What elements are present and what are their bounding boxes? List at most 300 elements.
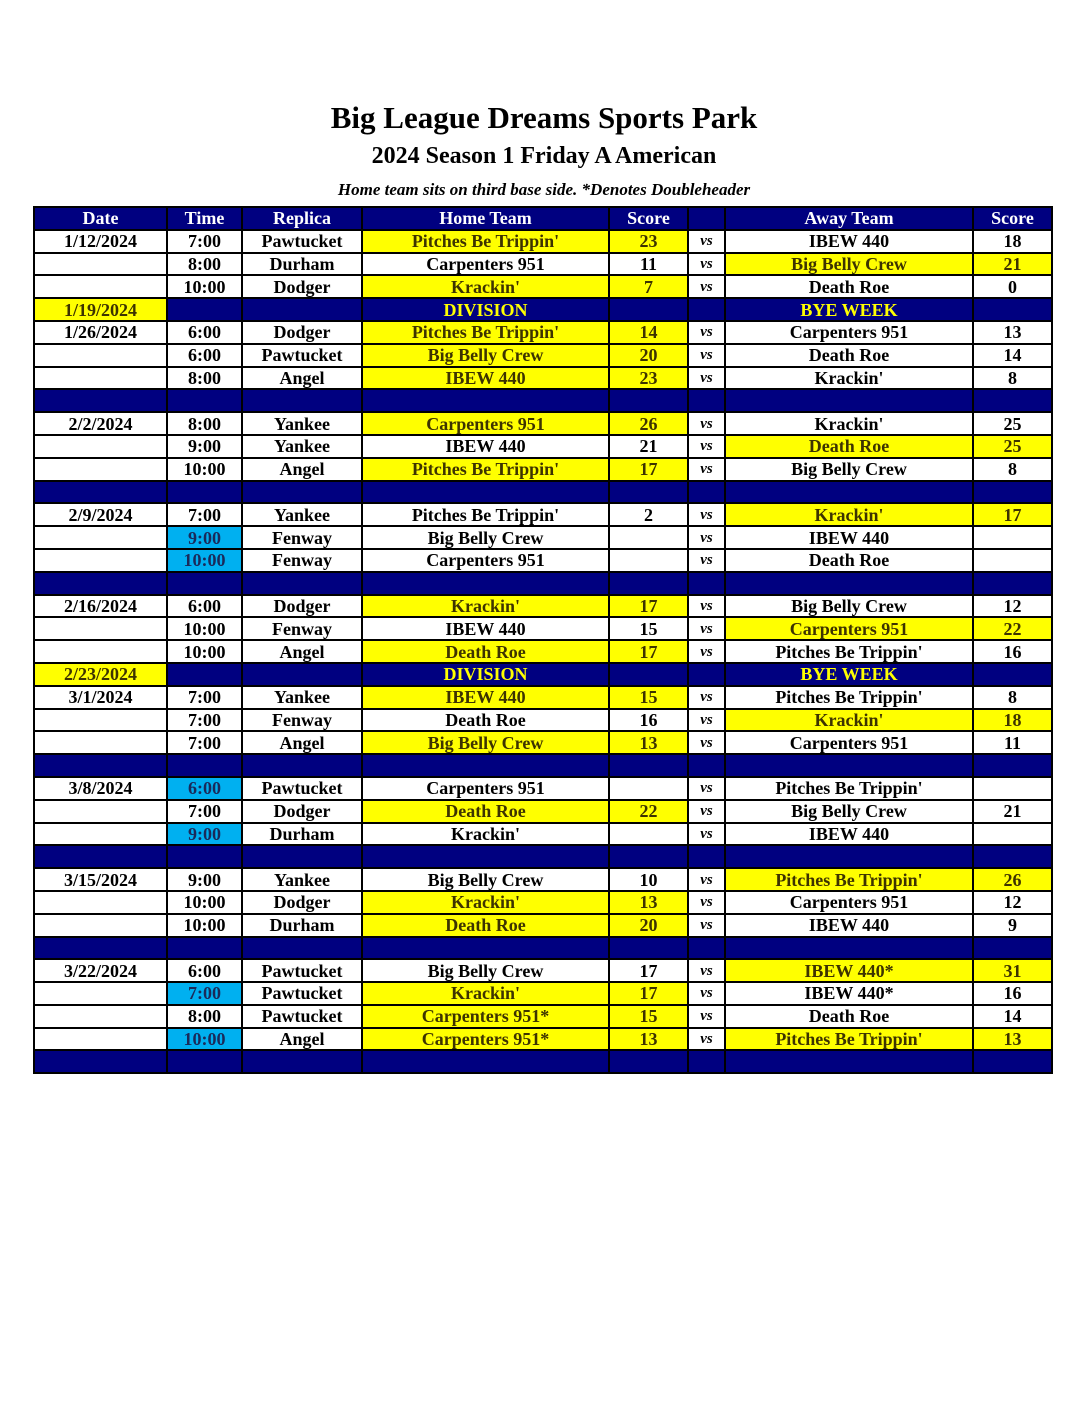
time-cell: 7:00 [167, 230, 242, 253]
empty-cell [688, 845, 725, 868]
time-cell: 8:00 [167, 367, 242, 390]
replica-field-cell: Yankee [242, 503, 362, 526]
away-score-cell: 8 [973, 686, 1052, 709]
empty-cell [167, 937, 242, 960]
home-score-cell: 23 [609, 367, 688, 390]
game-row [34, 549, 1052, 572]
header-vs [688, 207, 725, 230]
game-row [34, 982, 1052, 1005]
vs-label: vs [688, 1028, 725, 1051]
empty-cell [725, 937, 973, 960]
vs-label: vs [688, 367, 725, 390]
replica-field-cell: Pawtucket [242, 777, 362, 800]
header-row [34, 207, 1052, 230]
replica-field-cell: Durham [242, 914, 362, 937]
game-row [34, 823, 1052, 846]
empty-cell [609, 572, 688, 595]
game-row [34, 617, 1052, 640]
home-team-cell: Big Belly Crew [362, 344, 609, 367]
time-cell: 10:00 [167, 549, 242, 572]
away-team-cell: Pitches Be Trippin' [725, 777, 973, 800]
away-team-cell: IBEW 440 [725, 526, 973, 549]
empty-cell [973, 298, 1052, 321]
vs-label: vs [688, 503, 725, 526]
time-cell: 7:00 [167, 686, 242, 709]
date-cell [34, 253, 167, 276]
empty-cell [688, 754, 725, 777]
game-row [34, 367, 1052, 390]
away-score-cell: 21 [973, 253, 1052, 276]
time-cell: 8:00 [167, 412, 242, 435]
date-cell [34, 458, 167, 481]
away-score-cell: 16 [973, 640, 1052, 663]
replica-field-cell: Yankee [242, 868, 362, 891]
home-team-cell: Pitches Be Trippin' [362, 458, 609, 481]
empty-cell [725, 389, 973, 412]
replica-field-cell: Angel [242, 458, 362, 481]
empty-cell [688, 481, 725, 504]
empty-cell [725, 1050, 973, 1073]
home-team-cell: Big Belly Crew [362, 731, 609, 754]
away-score-cell: 13 [973, 321, 1052, 344]
away-score-cell: 18 [973, 230, 1052, 253]
away-score-cell: 25 [973, 435, 1052, 458]
header-time: Time [167, 207, 242, 230]
empty-cell [609, 937, 688, 960]
replica-field-cell: Fenway [242, 526, 362, 549]
away-score-cell: 13 [973, 1028, 1052, 1051]
away-score-cell: 12 [973, 595, 1052, 618]
home-team-cell: Carpenters 951 [362, 412, 609, 435]
date-cell: 3/8/2024 [34, 777, 167, 800]
empty-cell [362, 1050, 609, 1073]
away-score-cell: 14 [973, 1005, 1052, 1028]
empty-cell [167, 845, 242, 868]
home-team-cell: Death Roe [362, 914, 609, 937]
away-score-cell: 26 [973, 868, 1052, 891]
time-cell: 10:00 [167, 1028, 242, 1051]
time-cell: 7:00 [167, 982, 242, 1005]
game-row [34, 686, 1052, 709]
home-team-cell: Pitches Be Trippin' [362, 503, 609, 526]
empty-cell [688, 389, 725, 412]
separator-row [34, 481, 1052, 504]
away-score-cell: 17 [973, 503, 1052, 526]
empty-cell [242, 663, 362, 686]
home-score-cell: 11 [609, 253, 688, 276]
date-cell [34, 640, 167, 663]
header-home-score: Score [609, 207, 688, 230]
header-date: Date [34, 207, 167, 230]
home-team-cell: Krackin' [362, 823, 609, 846]
home-score-cell: 17 [609, 982, 688, 1005]
home-team-cell: Pitches Be Trippin' [362, 230, 609, 253]
home-score-cell [609, 549, 688, 572]
game-row [34, 230, 1052, 253]
home-team-cell: Death Roe [362, 800, 609, 823]
vs-label: vs [688, 617, 725, 640]
away-team-cell: Krackin' [725, 709, 973, 732]
empty-cell [34, 754, 167, 777]
vs-label: vs [688, 458, 725, 481]
home-score-cell: 23 [609, 230, 688, 253]
away-team-cell: Pitches Be Trippin' [725, 1028, 973, 1051]
home-team-cell: IBEW 440 [362, 367, 609, 390]
away-team-cell: Carpenters 951 [725, 731, 973, 754]
home-score-cell: 14 [609, 321, 688, 344]
empty-cell [167, 389, 242, 412]
vs-label: vs [688, 777, 725, 800]
replica-field-cell: Pawtucket [242, 344, 362, 367]
away-team-cell: Big Belly Crew [725, 458, 973, 481]
empty-cell [242, 572, 362, 595]
empty-cell [362, 754, 609, 777]
date-cell: 2/2/2024 [34, 412, 167, 435]
time-cell: 6:00 [167, 959, 242, 982]
game-row [34, 503, 1052, 526]
empty-cell [242, 754, 362, 777]
replica-field-cell: Fenway [242, 617, 362, 640]
game-row [34, 709, 1052, 732]
game-row [34, 595, 1052, 618]
vs-label: vs [688, 640, 725, 663]
page-subtitle: 2024 Season 1 Friday A American [371, 143, 717, 169]
division-label: DIVISION [362, 298, 609, 321]
empty-cell [609, 845, 688, 868]
empty-cell [362, 845, 609, 868]
header-away-team: Away Team [725, 207, 973, 230]
separator-row [34, 937, 1052, 960]
date-cell: 2/16/2024 [34, 595, 167, 618]
vs-label: vs [688, 982, 725, 1005]
empty-cell [973, 937, 1052, 960]
date-cell [34, 435, 167, 458]
away-score-cell: 14 [973, 344, 1052, 367]
home-score-cell: 17 [609, 640, 688, 663]
replica-field-cell: Angel [242, 367, 362, 390]
home-score-cell: 20 [609, 914, 688, 937]
game-row [34, 1005, 1052, 1028]
vs-label: vs [688, 959, 725, 982]
replica-field-cell: Yankee [242, 686, 362, 709]
away-team-cell: IBEW 440* [725, 982, 973, 1005]
away-score-cell: 18 [973, 709, 1052, 732]
vs-label: vs [688, 891, 725, 914]
empty-cell [688, 572, 725, 595]
away-team-cell: Death Roe [725, 435, 973, 458]
replica-field-cell: Durham [242, 253, 362, 276]
separator-row [34, 572, 1052, 595]
empty-cell [167, 663, 242, 686]
game-row [34, 640, 1052, 663]
home-score-cell [609, 823, 688, 846]
empty-cell [688, 937, 725, 960]
vs-label: vs [688, 253, 725, 276]
vs-label: vs [688, 275, 725, 298]
vs-label: vs [688, 230, 725, 253]
replica-field-cell: Fenway [242, 549, 362, 572]
empty-cell [725, 481, 973, 504]
time-cell: 6:00 [167, 344, 242, 367]
empty-cell [242, 937, 362, 960]
home-score-cell: 21 [609, 435, 688, 458]
away-team-cell: Krackin' [725, 367, 973, 390]
time-cell: 9:00 [167, 868, 242, 891]
away-score-cell: 8 [973, 367, 1052, 390]
header-replica: Replica [242, 207, 362, 230]
empty-cell [973, 389, 1052, 412]
home-team-cell: Krackin' [362, 595, 609, 618]
empty-cell [34, 1050, 167, 1073]
separator-row [34, 389, 1052, 412]
away-team-cell: Big Belly Crew [725, 800, 973, 823]
home-score-cell: 17 [609, 458, 688, 481]
time-cell: 6:00 [167, 595, 242, 618]
home-score-cell: 26 [609, 412, 688, 435]
away-score-cell: 11 [973, 731, 1052, 754]
home-score-cell: 2 [609, 503, 688, 526]
vs-label: vs [688, 731, 725, 754]
time-cell: 7:00 [167, 800, 242, 823]
empty-cell [167, 481, 242, 504]
date-cell [34, 1028, 167, 1051]
bye-week-label: BYE WEEK [725, 663, 973, 686]
empty-cell [167, 1050, 242, 1073]
home-team-cell: IBEW 440 [362, 686, 609, 709]
empty-cell [725, 572, 973, 595]
date-cell [34, 731, 167, 754]
game-row [34, 959, 1052, 982]
date-cell [34, 709, 167, 732]
away-team-cell: IBEW 440 [725, 230, 973, 253]
away-score-cell [973, 526, 1052, 549]
home-score-cell: 15 [609, 1005, 688, 1028]
empty-cell [167, 572, 242, 595]
away-team-cell: Death Roe [725, 549, 973, 572]
replica-field-cell: Angel [242, 1028, 362, 1051]
home-score-cell: 13 [609, 1028, 688, 1051]
date-cell: 3/1/2024 [34, 686, 167, 709]
empty-cell [973, 754, 1052, 777]
separator-row [34, 1050, 1052, 1073]
empty-cell [973, 572, 1052, 595]
schedule-table [33, 206, 1053, 1074]
time-cell: 8:00 [167, 253, 242, 276]
away-team-cell: Krackin' [725, 412, 973, 435]
home-team-cell: Pitches Be Trippin' [362, 321, 609, 344]
away-score-cell: 8 [973, 458, 1052, 481]
away-team-cell: Death Roe [725, 275, 973, 298]
replica-field-cell: Durham [242, 823, 362, 846]
replica-field-cell: Angel [242, 731, 362, 754]
away-team-cell: Pitches Be Trippin' [725, 868, 973, 891]
home-team-cell: Death Roe [362, 709, 609, 732]
vs-label: vs [688, 686, 725, 709]
empty-cell [242, 845, 362, 868]
time-cell: 10:00 [167, 617, 242, 640]
empty-cell [34, 389, 167, 412]
bye-week-row [34, 298, 1052, 321]
empty-cell [362, 389, 609, 412]
home-score-cell [609, 777, 688, 800]
game-row [34, 777, 1052, 800]
game-row [34, 731, 1052, 754]
time-cell: 9:00 [167, 526, 242, 549]
date-cell: 1/12/2024 [34, 230, 167, 253]
vs-label: vs [688, 868, 725, 891]
vs-label: vs [688, 321, 725, 344]
vs-label: vs [688, 549, 725, 572]
away-score-cell: 31 [973, 959, 1052, 982]
time-cell: 10:00 [167, 640, 242, 663]
game-row [34, 435, 1052, 458]
replica-field-cell: Dodger [242, 891, 362, 914]
replica-field-cell: Angel [242, 640, 362, 663]
away-team-cell: Krackin' [725, 503, 973, 526]
time-cell: 7:00 [167, 503, 242, 526]
empty-cell [362, 572, 609, 595]
home-team-cell: Big Belly Crew [362, 526, 609, 549]
time-cell: 6:00 [167, 321, 242, 344]
home-score-cell: 17 [609, 595, 688, 618]
game-row [34, 891, 1052, 914]
replica-field-cell: Dodger [242, 321, 362, 344]
header-home-team: Home Team [362, 207, 609, 230]
game-row [34, 800, 1052, 823]
away-score-cell: 12 [973, 891, 1052, 914]
away-team-cell: Death Roe [725, 1005, 973, 1028]
home-team-cell: Krackin' [362, 275, 609, 298]
home-score-cell [609, 526, 688, 549]
game-row [34, 253, 1052, 276]
separator-row [34, 754, 1052, 777]
game-row [34, 914, 1052, 937]
game-row [34, 1028, 1052, 1051]
time-cell: 8:00 [167, 1005, 242, 1028]
empty-cell [34, 937, 167, 960]
home-team-cell: Carpenters 951 [362, 777, 609, 800]
time-cell: 10:00 [167, 275, 242, 298]
empty-cell [725, 754, 973, 777]
away-team-cell: Big Belly Crew [725, 595, 973, 618]
away-score-cell: 9 [973, 914, 1052, 937]
home-team-cell: IBEW 440 [362, 617, 609, 640]
empty-cell [34, 481, 167, 504]
vs-label: vs [688, 914, 725, 937]
home-team-cell: IBEW 440 [362, 435, 609, 458]
bye-week-label: BYE WEEK [725, 298, 973, 321]
replica-field-cell: Pawtucket [242, 959, 362, 982]
away-score-cell [973, 823, 1052, 846]
time-cell: 9:00 [167, 823, 242, 846]
empty-cell [609, 754, 688, 777]
replica-field-cell: Pawtucket [242, 982, 362, 1005]
away-team-cell: IBEW 440 [725, 914, 973, 937]
away-score-cell: 25 [973, 412, 1052, 435]
home-score-cell: 22 [609, 800, 688, 823]
division-label: DIVISION [362, 663, 609, 686]
schedule-note: Home team sits on third base side. *Denotes Doubleheader [337, 180, 751, 199]
header-away-score: Score [973, 207, 1052, 230]
empty-cell [973, 845, 1052, 868]
game-row [34, 321, 1052, 344]
time-cell: 9:00 [167, 435, 242, 458]
game-row [34, 526, 1052, 549]
date-cell: 2/23/2024 [34, 663, 167, 686]
date-cell [34, 800, 167, 823]
vs-label: vs [688, 435, 725, 458]
vs-label: vs [688, 595, 725, 618]
date-cell: 1/19/2024 [34, 298, 167, 321]
home-score-cell: 13 [609, 731, 688, 754]
away-score-cell: 0 [973, 275, 1052, 298]
separator-row [34, 845, 1052, 868]
date-cell [34, 549, 167, 572]
empty-cell [362, 937, 609, 960]
empty-cell [725, 845, 973, 868]
away-score-cell [973, 549, 1052, 572]
vs-label: vs [688, 1005, 725, 1028]
replica-field-cell: Pawtucket [242, 230, 362, 253]
replica-field-cell: Pawtucket [242, 1005, 362, 1028]
replica-field-cell: Dodger [242, 800, 362, 823]
home-score-cell: 17 [609, 959, 688, 982]
away-score-cell: 21 [973, 800, 1052, 823]
away-team-cell: Pitches Be Trippin' [725, 640, 973, 663]
date-cell [34, 914, 167, 937]
home-score-cell: 13 [609, 891, 688, 914]
away-team-cell: Carpenters 951 [725, 321, 973, 344]
empty-cell [362, 481, 609, 504]
time-cell: 10:00 [167, 914, 242, 937]
replica-field-cell: Yankee [242, 435, 362, 458]
empty-cell [167, 298, 242, 321]
empty-cell [34, 572, 167, 595]
replica-field-cell: Yankee [242, 412, 362, 435]
away-team-cell: IBEW 440 [725, 823, 973, 846]
away-team-cell: IBEW 440* [725, 959, 973, 982]
home-team-cell: Carpenters 951 [362, 253, 609, 276]
home-team-cell: Carpenters 951* [362, 1028, 609, 1051]
away-team-cell: Big Belly Crew [725, 253, 973, 276]
away-team-cell: Carpenters 951 [725, 617, 973, 640]
empty-cell [242, 389, 362, 412]
date-cell [34, 891, 167, 914]
home-score-cell: 15 [609, 617, 688, 640]
date-cell [34, 823, 167, 846]
date-cell [34, 526, 167, 549]
empty-cell [34, 845, 167, 868]
away-score-cell: 16 [973, 982, 1052, 1005]
date-cell [34, 617, 167, 640]
home-score-cell: 10 [609, 868, 688, 891]
time-cell: 6:00 [167, 777, 242, 800]
away-score-cell [973, 777, 1052, 800]
replica-field-cell: Fenway [242, 709, 362, 732]
home-team-cell: Krackin' [362, 982, 609, 1005]
empty-cell [242, 481, 362, 504]
home-team-cell: Big Belly Crew [362, 959, 609, 982]
empty-cell [609, 481, 688, 504]
vs-label: vs [688, 526, 725, 549]
date-cell: 1/26/2024 [34, 321, 167, 344]
empty-cell [609, 663, 688, 686]
empty-cell [609, 1050, 688, 1073]
vs-label: vs [688, 800, 725, 823]
date-cell [34, 367, 167, 390]
date-cell [34, 1005, 167, 1028]
vs-label: vs [688, 709, 725, 732]
